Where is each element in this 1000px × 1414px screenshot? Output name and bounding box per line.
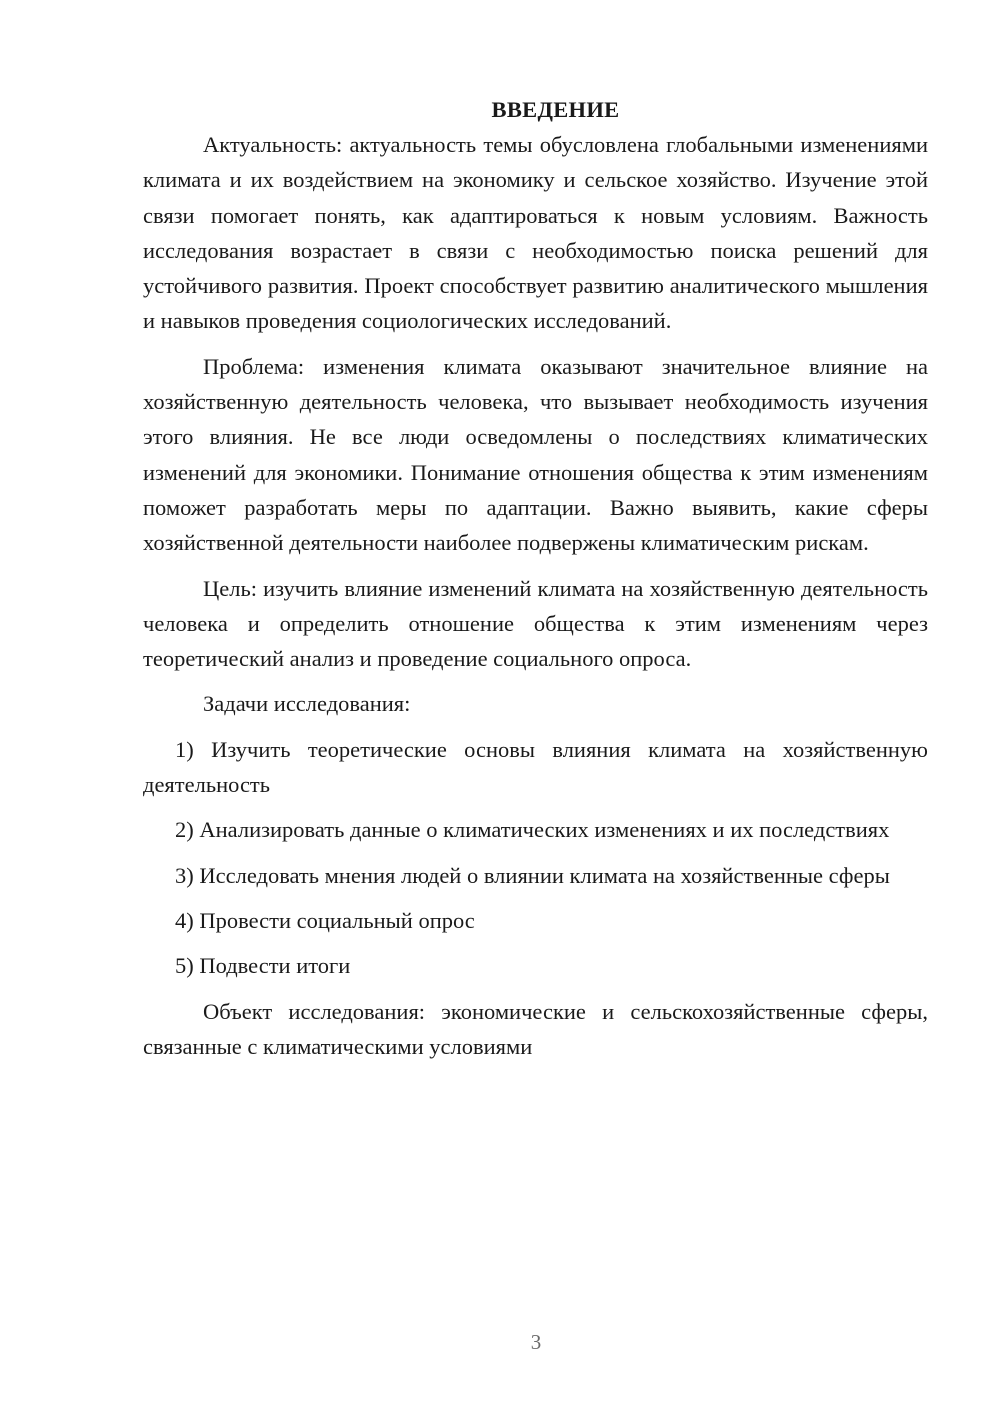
task-item: 4) Провести социальный опрос — [175, 907, 475, 933]
document-page — [143, 92, 928, 1074]
paragraph-object: Объект исследования: экономические и сельскохозяйственные сферы, связанные с климатическими условиями — [143, 998, 928, 1059]
section-heading: ВВЕДЕНИЕ — [491, 97, 620, 122]
task-item: 3) Исследовать мнения людей о влиянии климата на хозяйственные сферы — [175, 862, 890, 888]
tasks-title: Задачи исследования: — [203, 691, 411, 717]
task-item: 1) Изучить теоретические основы влияния климата на хозяйственную деятельность — [143, 736, 928, 798]
paragraph-relevance: Актуальность: актуальность темы обусловлена глобальными изменениями климата и их воздействием на экономику и сельское хозяйство. Изучение этой связи помогает понять, как адаптироваться к новым условиям. Важность исследования возрастает в связи с необходимостью поиска решений для устойчивого развития. Проект способствует развитию аналитического мышления и навыков проведения социологических исследований. — [143, 132, 928, 334]
task-item: 2) Анализировать данные о климатических изменениях и их последствиях — [175, 817, 890, 843]
page-number: 3 — [530, 1330, 542, 1354]
paragraph-problem: Проблема: изменения климата оказывают значительное влияние на хозяйственную деятельность человека, что вызывает необходимость изучения этого влияния. Не все люди осведомлены о последствиях климатических изменений для экономики. Понимание отношения общества к этим изменениям поможет разработать меры по адаптации. Важно выявить, какие сферы хозяйственной деятельности наиболее подвержены климатическим рискам. — [143, 353, 928, 556]
paragraph-goal: Цель: изучить влияние изменений климата на хозяйственную деятельность человека и определить отношение общества к этим изменениям через теоретический анализ и проведение социального опроса. — [143, 575, 928, 672]
task-item: 5) Подвести итоги — [175, 953, 351, 979]
